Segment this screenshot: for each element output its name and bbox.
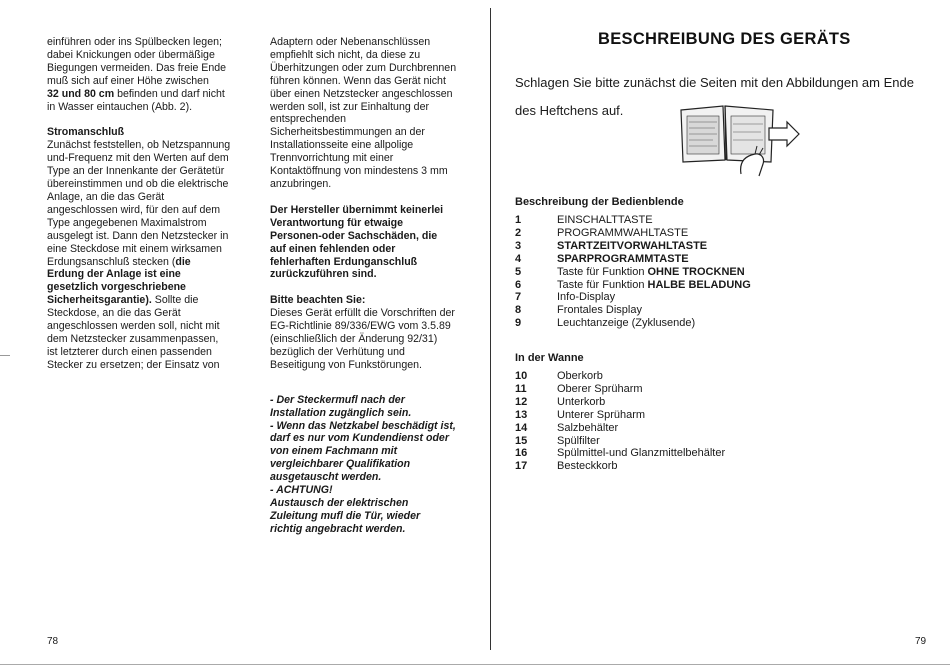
warning-line: vergleichbarer Qualifikation <box>270 458 411 471</box>
item-label: Unterkorb <box>557 395 606 408</box>
item-number: 5 <box>515 265 522 278</box>
text-line: angeschlossen werden soll, nicht mit <box>47 320 220 333</box>
intro-last-line: in Wasser eintauchen (Abb. 2). <box>47 100 193 113</box>
page-number-right: 79 <box>915 636 927 647</box>
list-item <box>515 422 925 435</box>
item-number: 2 <box>515 226 522 239</box>
item-label: Spülmittel-und Glanzmittelbehälter <box>557 447 726 460</box>
text-line: Personen-oder Sachschäden, die <box>270 229 438 242</box>
warning-line: - Der Steckermufl nach der <box>270 393 405 406</box>
list-item <box>515 435 925 448</box>
left-column-1 <box>47 36 247 372</box>
item-number: 12 <box>515 395 528 408</box>
item-label: Unterer Sprüharm <box>557 408 646 421</box>
tub-section-title: In der Wanne <box>515 352 584 364</box>
item-label: Besteckkorb <box>557 460 618 473</box>
erdung-end-line: Sicherheitsgarantie). Sollte die <box>47 294 199 307</box>
intro-line: Schlagen Sie bitte zunächst die Seiten mit den Abbildungen am Ende <box>515 75 914 90</box>
erdung-line: Erdungsanschluß stecken (die <box>47 255 191 268</box>
item-number: 11 <box>515 382 527 395</box>
height-line <box>47 88 247 101</box>
list-item <box>515 291 925 304</box>
text-line: dem Netzstecker zusammenpassen, <box>47 332 219 345</box>
text-line: Installationsseite eine allpolige <box>270 139 414 152</box>
text-line: werden soll, ist zur Einhaltung der <box>270 100 429 113</box>
hersteller-disclaimer <box>270 204 470 281</box>
text-line: Anlage, an die das Gerät <box>47 190 165 203</box>
text-line: Type an der Innenkante der Gerätetür <box>47 165 225 178</box>
list-item <box>515 460 925 473</box>
text-line: fehlerhaften Erdunganschluß <box>270 255 418 268</box>
list-item <box>515 240 925 253</box>
text-line: empfiehlt sich nicht, da diese zu <box>270 48 421 61</box>
text-line: muß sich auf einer Höhe zwischen <box>47 74 209 87</box>
item-label: STARTZEITVORWAHLTASTE <box>557 239 708 252</box>
item-label: Taste für Funktion HALBE BELADUNG <box>557 278 751 291</box>
list-item <box>515 409 925 422</box>
item-number: 6 <box>515 278 522 291</box>
text-line: und-Frequenz mit den Werten auf dem <box>47 152 229 165</box>
erdung-bold-line: Erdung der Anlage ist eine <box>47 268 181 281</box>
beachten-heading: Bitte beachten Sie: <box>270 294 366 307</box>
list-item <box>515 253 925 266</box>
list-item <box>515 370 925 383</box>
item-number: 13 <box>515 408 528 421</box>
text-line: ausgelegt ist. Dann den Netzstecker in <box>47 229 229 242</box>
warning-line: - Wenn das Netzkabel beschädigt ist, <box>270 419 456 432</box>
item-label: Taste für Funktion OHNE TROCKNEN <box>557 265 745 278</box>
warning-line: - ACHTUNG! <box>270 484 333 497</box>
item-number: 7 <box>515 291 522 304</box>
text-line: auf einen fehlenden oder <box>270 242 396 255</box>
item-number: 14 <box>515 421 528 434</box>
intro-line: des Heftchens auf. <box>515 102 624 118</box>
page-title: BESCHREIBUNG DES GERÄTS <box>598 30 851 48</box>
text-line: eine Steckdose mit einem wirksamen <box>47 242 222 255</box>
item-label: Salzbehälter <box>557 421 619 434</box>
height-range: 32 und 80 cm <box>47 87 115 100</box>
page-number-left: 78 <box>47 636 59 647</box>
warning-line: Austausch der elektrischen <box>270 497 409 509</box>
text-line: anzubringen. <box>270 177 332 190</box>
text-line: ist letzterer durch einen passenden <box>47 345 212 358</box>
controls-section-title: Beschreibung der Bedienblende <box>515 196 684 208</box>
tub-list <box>515 370 925 473</box>
warning-line: ausgetauscht werden. <box>270 471 382 484</box>
stromanschluss-end <box>47 307 247 372</box>
item-label: Leuchtanzeige (Zyklusende) <box>557 317 696 330</box>
text-line: Sicherheitsbestimmungen an der <box>270 126 425 139</box>
item-number: 1 <box>515 214 522 226</box>
stromanschluss-text <box>47 139 247 255</box>
item-label: Oberkorb <box>557 370 603 382</box>
item-label: Frontales Display <box>557 304 642 317</box>
list-item <box>515 214 925 227</box>
warning-line: richtig angebracht werden. <box>270 522 406 535</box>
text-line: Zunächst feststellen, ob Netzspannung <box>47 139 231 152</box>
height-rest: befinden und darf nicht <box>117 87 225 100</box>
warning-notes <box>270 394 470 536</box>
controls-list <box>515 214 925 330</box>
text-line: einführen oder ins Spülbecken legen; <box>47 36 222 48</box>
text-line: Type angegebenen Maximalstrom <box>47 216 207 229</box>
left-column-2 <box>270 36 470 536</box>
text-line: Adaptern oder Nebenanschlüssen <box>270 36 431 48</box>
text-line: Stecker zu ersetzen; der Einsatz von <box>47 358 220 371</box>
list-item <box>515 317 925 330</box>
item-number: 10 <box>515 370 528 382</box>
open-booklet-hand-icon <box>675 100 803 178</box>
list-item <box>515 266 925 279</box>
text-line: dabei Knickungen oder übermäßige <box>47 48 215 61</box>
item-number: 9 <box>515 317 522 330</box>
item-label: SPARPROGRAMMTASTE <box>557 252 689 265</box>
list-item <box>515 227 925 240</box>
page-divider <box>490 8 491 650</box>
item-label: EINSCHALTTASTE <box>557 214 653 226</box>
list-item <box>515 447 925 460</box>
text-line: (einschließlich der Änderung 92/31) <box>270 333 438 346</box>
stromanschluss-heading: Stromanschluß <box>47 126 125 139</box>
list-item <box>515 383 925 396</box>
text-line: Dieses Gerät erfüllt die Vorschriften der <box>270 307 455 320</box>
adapter-paragraph <box>270 36 470 191</box>
item-label: Oberer Sprüharm <box>557 382 643 395</box>
text-line: Steckdose, an die das Gerät <box>47 307 181 320</box>
text-line: Biegungen vermeiden. Das freie Ende <box>47 61 227 74</box>
text-line: Überhitzungen oder zum Durchbrennen <box>270 61 457 74</box>
erdung-bold-line: gesetzlich vorgeschriebene <box>47 281 186 294</box>
item-number: 4 <box>515 252 522 265</box>
text-line: Beseitigung von Funkstörungen. <box>270 358 422 371</box>
text-line: bezüglich der Verhütung und <box>270 345 405 358</box>
beachten-text <box>270 307 470 372</box>
text-line: zurückzuführen sind. <box>270 268 377 281</box>
warning-line: Installation zugänglich sein. <box>270 406 412 419</box>
item-number: 8 <box>515 304 522 317</box>
text-line: Kontaktöffnung von mindestens 3 mm <box>270 165 448 178</box>
item-label: PROGRAMMWAHLTASTE <box>557 226 689 239</box>
item-label: Info-Display <box>557 291 616 304</box>
list-item <box>515 304 925 317</box>
text-line: übereinstimmen und ob die elektrische <box>47 178 229 191</box>
text-line: Trennvorrichtung mit einer <box>270 152 394 165</box>
intro-paragraph <box>47 36 247 88</box>
warning-line: Zuleitung mufl die Tür, wieder <box>270 509 421 522</box>
item-number: 16 <box>515 447 528 460</box>
warning-line: von einem Fachmann mit <box>270 445 398 458</box>
item-label: Spülfilter <box>557 434 600 447</box>
text-line: entsprechenden <box>270 113 346 126</box>
text-line: Der Hersteller übernimmt keinerlei <box>270 203 444 216</box>
text-line: Verantwortung für etwaige <box>270 216 404 229</box>
list-item <box>515 396 925 409</box>
edge-mark <box>0 355 10 356</box>
text-line: führen können. Wenn das Gerät nicht <box>270 74 446 87</box>
text-line: EG-Richtlinie 89/336/EWG vom 3.5.89 <box>270 320 451 333</box>
bottom-rule <box>0 664 950 665</box>
text-line: über einen Netzstecker angeschlossen <box>270 87 453 100</box>
item-number: 15 <box>515 434 528 447</box>
item-number: 17 <box>515 460 528 473</box>
list-item <box>515 279 925 292</box>
warning-line: darf es nur vom Kundendienst oder <box>270 432 449 445</box>
item-number: 3 <box>515 239 522 252</box>
text-line: angeschlossen wird, für den auf dem <box>47 203 221 216</box>
